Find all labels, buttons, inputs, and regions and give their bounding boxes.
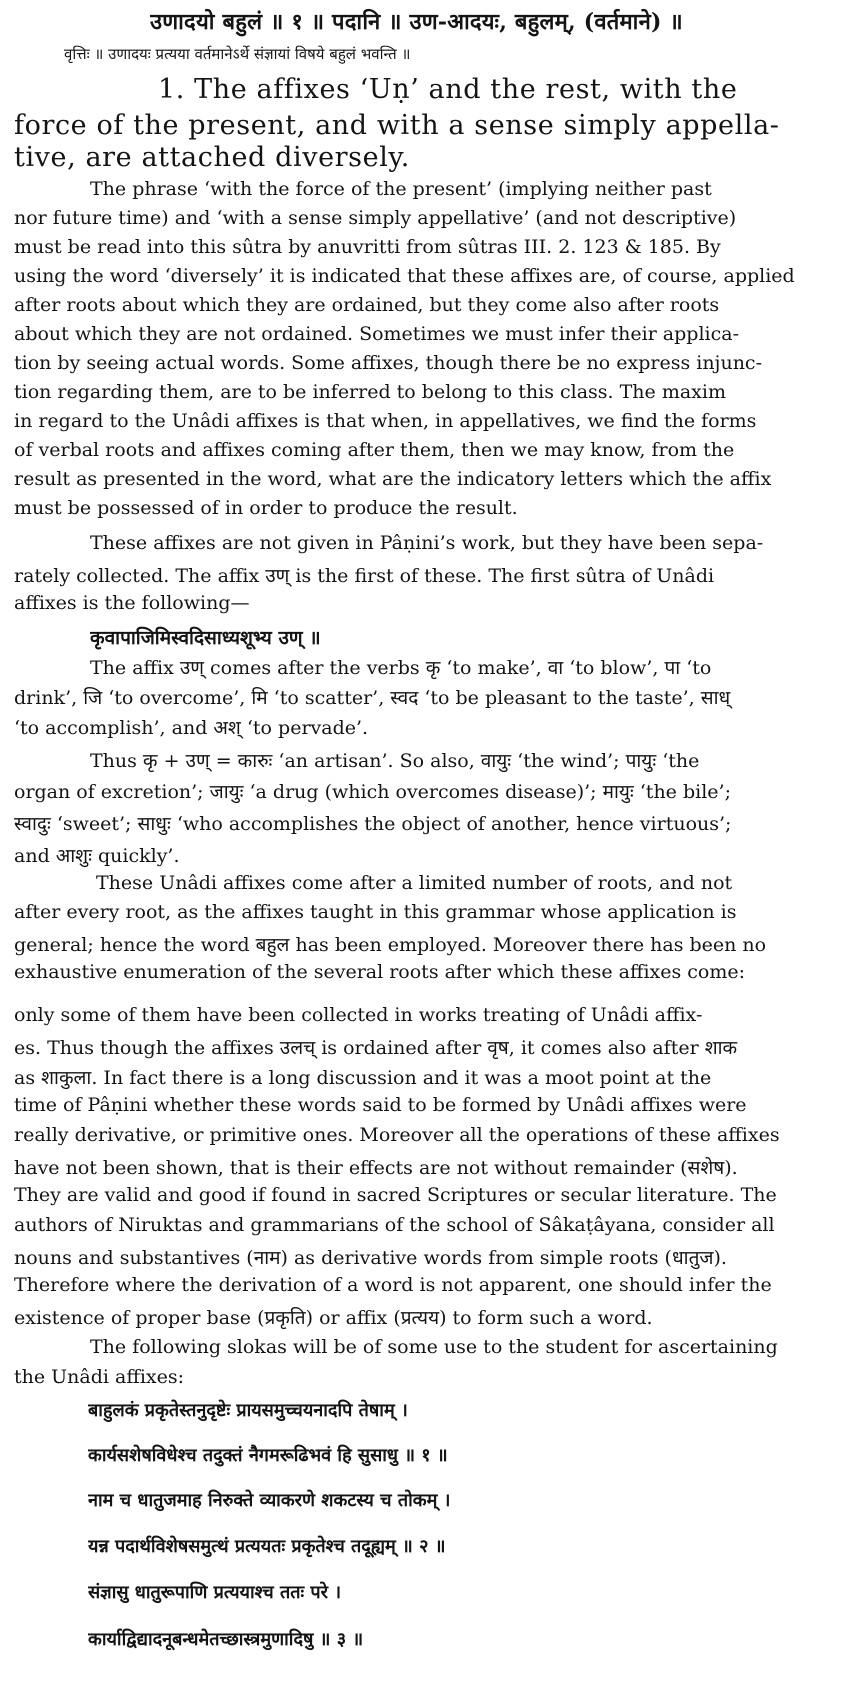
commentary-line: have not been shown, that is their effects are not without remainder (सशेष).	[14, 1157, 738, 1179]
commentary-line: and आशुः quickly’.	[14, 845, 180, 867]
commentary-line: tion regarding them, are to be inferred to belong to this class. The maxim	[14, 381, 726, 403]
commentary-line: as शाकुला. In fact there is a long discussion and it was a moot point at the	[14, 1067, 712, 1089]
commentary-line: must be read into this sûtra by anuvritti from sûtras III. 2. 123 & 185. By	[14, 236, 721, 258]
commentary-line: Therefore where the derivation of a word is not apparent, one should infer the	[14, 1274, 772, 1296]
commentary-line: about which they are not ordained. Sometimes we must infer their applica-	[14, 323, 740, 345]
translation-line-2: force of the present, and with a sense simply appella-	[14, 110, 780, 141]
unadi-sutra-line: कृवापाजिमिस्वदिसाध्यशूभ्य उण् ॥	[90, 627, 321, 649]
sloka-line: यन्न पदार्थविशेषसमुत्थं प्रत्ययतः प्रकृतेश्च तदूह्यम् ॥ २ ॥	[88, 1536, 446, 1557]
commentary-line: after roots about which they are ordained, but they come also after roots	[14, 294, 720, 316]
sloka-line: कार्याद्विद्यादनूबन्धमेतच्छास्त्रमुणादिषु ॥ ३ ॥	[88, 1629, 364, 1650]
commentary-line: affixes is the following—	[14, 592, 250, 614]
commentary-line: organ of excretion’; जायुः ‘a drug (which overcomes disease)’; मायुः ‘the bile’;	[14, 781, 731, 803]
commentary-line: The affix उण् comes after the verbs कृ ‘to make’, वा ‘to blow’, पा ‘to	[90, 657, 712, 679]
commentary-line: The following slokas will be of some use to the student for ascertaining	[90, 1336, 778, 1358]
commentary-line: The phrase ‘with the force of the present’ (implying neither past	[90, 178, 712, 200]
vritti-line: वृत्तिः ॥ उणादयः प्रत्यया वर्तमानेऽर्थे संज्ञायां विषये बहुलं भवन्ति ॥	[64, 45, 411, 63]
commentary-line: the Unâdi affixes:	[14, 1366, 185, 1388]
commentary-line: ‘to accomplish’, and अश् ‘to pervade’.	[14, 717, 369, 739]
commentary-line: exhaustive enumeration of the several roots after which these affixes come:	[14, 961, 746, 983]
sloka-line: बाहुलकं प्रकृतेस्तनुदृष्टेः प्रायसमुच्चयनादपि तेषाम् ।	[88, 1400, 408, 1421]
translation-line-1: 1. The affixes ‘Uṇ’ and the rest, with the	[158, 74, 738, 105]
commentary-line: drink’, जि ‘to overcome’, मि ‘to scatter’, स्वद ‘to be pleasant to the taste’, साध्	[14, 687, 731, 709]
commentary-line: using the word ‘diversely’ it is indicated that these affixes are, of course, applied	[14, 265, 795, 287]
commentary-line: after every root, as the affixes taught in this grammar whose application is	[14, 901, 737, 923]
sloka-line: संज्ञासु धातुरूपाणि प्रत्ययाश्च ततः परे ।	[88, 1582, 342, 1603]
commentary-line: nouns and substantives (नाम) as derivative words from simple roots (धातुज).	[14, 1247, 727, 1269]
sloka-line: नाम च धातुजमाह निरुक्ते व्याकरणे शकटस्य च तोकम् ।	[88, 1490, 451, 1511]
commentary-line: really derivative, or primitive ones. Moreover all the operations of these affixes	[14, 1124, 780, 1146]
commentary-line: in regard to the Unâdi affixes is that when, in appellatives, we find the forms	[14, 410, 757, 432]
translation-line-3: tive, are attached diversely.	[14, 142, 410, 173]
commentary-line: rately collected. The affix उण् is the first of these. The first sûtra of Unâdi	[14, 565, 715, 587]
commentary-line: result as presented in the word, what are the indicatory letters which the affix	[14, 468, 772, 490]
commentary-line: authors of Niruktas and grammarians of the school of Sâkaṭâyana, consider all	[14, 1214, 775, 1236]
commentary-line: general; hence the word बहुल has been employed. Moreover there has been no	[14, 934, 767, 956]
commentary-line: tion by seeing actual words. Some affixes, though there be no express injunc-	[14, 352, 762, 374]
commentary-line: of verbal roots and affixes coming after them, then we may know, from the	[14, 439, 735, 461]
commentary-line: स्वादुः ‘sweet’; साधुः ‘who accomplishes the object of another, hence virtuous’;	[14, 813, 732, 835]
commentary-line: time of Pâṇini whether these words said to be formed by Unâdi affixes were	[14, 1094, 747, 1116]
commentary-line: es. Thus though the affixes उलच् is ordained after वृष, it comes also after शाक	[14, 1037, 738, 1059]
commentary-line: must be possessed of in order to produce the result.	[14, 497, 518, 519]
commentary-line: nor future time) and ‘with a sense simply appellative’ (and not descriptive)	[14, 207, 737, 229]
commentary-line: only some of them have been collected in works treating of Unâdi affix-	[14, 1004, 703, 1026]
commentary-line: Thus कृ + उण् = कारुः ‘an artisan’. So also, वायुः ‘the wind’; पायुः ‘the	[90, 750, 700, 772]
sutra-header: उणादयो बहुलं ॥ १ ॥ पदानि ॥ उण-आदयः, बहुलम्, (वर्तमाने) ॥	[150, 9, 683, 35]
commentary-line: These Unâdi affixes come after a limited number of roots, and not	[96, 872, 733, 894]
commentary-line: existence of proper base (प्रकृति) or affix (प्रत्यय) to form such a word.	[14, 1307, 653, 1329]
sloka-line: कार्यसशेषविधेश्च तदुक्तं नैगमरूढिभवं हि सुसाधु ॥ १ ॥	[88, 1445, 448, 1466]
commentary-line: They are valid and good if found in sacred Scriptures or secular literature. The	[14, 1184, 777, 1206]
commentary-line: These affixes are not given in Pâṇini’s work, but they have been sepa-	[90, 532, 764, 554]
